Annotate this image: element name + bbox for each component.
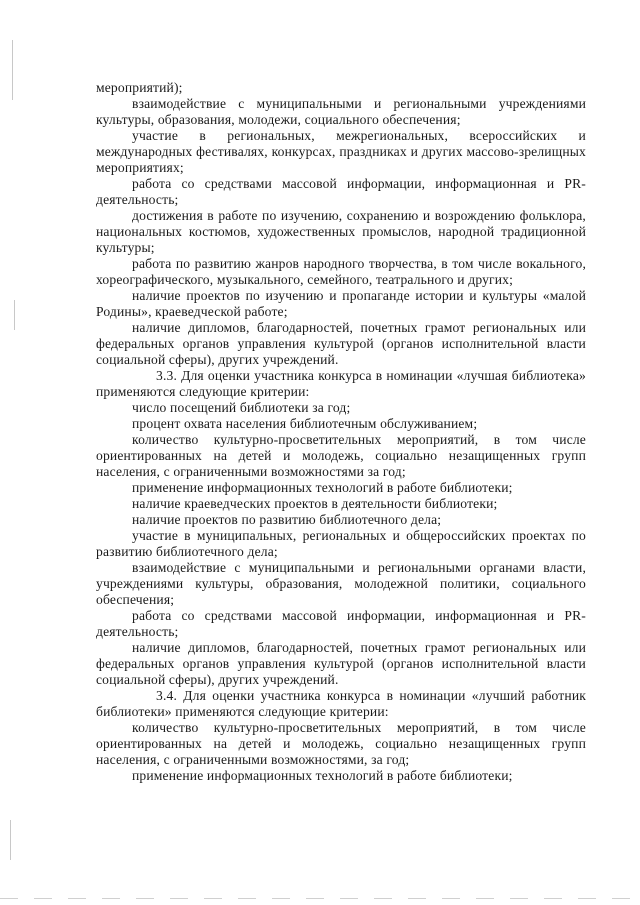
criterion-paragraph: наличие проектов по развитию библиотечного дела; <box>132 512 442 527</box>
criterion-paragraph: работа со средствами массовой информации, информационная и PR-деятельность; <box>96 608 586 639</box>
section-paragraph: 3.4. Для оценки участника конкурса в номинации «лучший работник библиотеки» применяются следующие критерии: <box>96 688 586 719</box>
criterion-paragraph: число посещений библиотеки за год; <box>132 400 351 415</box>
scan-edge-mark <box>14 300 15 330</box>
scan-edge-mark <box>12 40 13 100</box>
document-body <box>96 80 586 784</box>
criterion-paragraph: наличие дипломов, благодарностей, почетных грамот региональных или федеральных органов управления культурой (органов исполнительной власти социальной сферы), других учреждений. <box>96 320 586 367</box>
criterion-paragraph: достижения в работе по изучению, сохранению и возрождению фольклора, национальных костюмов, художественных промыслов, народной традиционной культуры; <box>96 208 586 255</box>
criterion-paragraph: взаимодействие с муниципальными и региональными органами власти, учреждениями культуры, образования, молодежной политики, социального обеспечения; <box>96 560 586 607</box>
criterion-paragraph: применение информационных технологий в работе библиотеки; <box>132 480 513 495</box>
criterion-paragraph: работа по развитию жанров народного творчества, в том числе вокального, хореографического, музыкального, семейного, театрального и других; <box>96 256 586 287</box>
criterion-paragraph: процент охвата населения библиотечным обслуживанием; <box>132 416 478 431</box>
criterion-paragraph: мероприятий); <box>96 80 183 95</box>
criterion-paragraph: наличие дипломов, благодарностей, почетных грамот региональных или федеральных органов управления культурой (органов исполнительной власти социальной сферы), других учреждений. <box>96 640 586 687</box>
criterion-paragraph: наличие краеведческих проектов в деятельности библиотеки; <box>132 496 498 511</box>
scan-edge-mark <box>10 820 11 860</box>
criterion-paragraph: участие в муниципальных, региональных и общероссийских проектах по развитию библиотечного дела; <box>96 528 586 559</box>
criterion-paragraph: применение информационных технологий в работе библиотеки; <box>132 768 513 783</box>
criterion-paragraph: взаимодействие с муниципальными и региональными учреждениями культуры, образования, молодежи, социального обеспечения; <box>96 96 586 127</box>
criterion-paragraph: количество культурно-просветительных мероприятий, в том числе ориентированных на детей и молодежь, социально незащищенных групп населения, с ограниченными возможностями, за год; <box>96 720 586 767</box>
section-paragraph: 3.3. Для оценки участника конкурса в номинации «лучшая библиотека» применяются следующие критерии: <box>96 368 586 399</box>
criterion-paragraph: наличие проектов по изучению и пропаганде истории и культуры «малой Родины», краеведческой работе; <box>96 288 586 319</box>
criterion-paragraph: работа со средствами массовой информации, информационная и PR-деятельность; <box>96 176 586 207</box>
criterion-paragraph: количество культурно-просветительных мероприятий, в том числе ориентированных на детей и молодежь, социально незащищенных групп населения, с ограниченными возможностями за год; <box>96 432 586 479</box>
criterion-paragraph: участие в региональных, межрегиональных, всероссийских и международных фестивалях, конкурсах, праздниках и других массово-зрелищных мероприятиях; <box>96 128 586 175</box>
scan-bottom-edge <box>0 898 640 899</box>
